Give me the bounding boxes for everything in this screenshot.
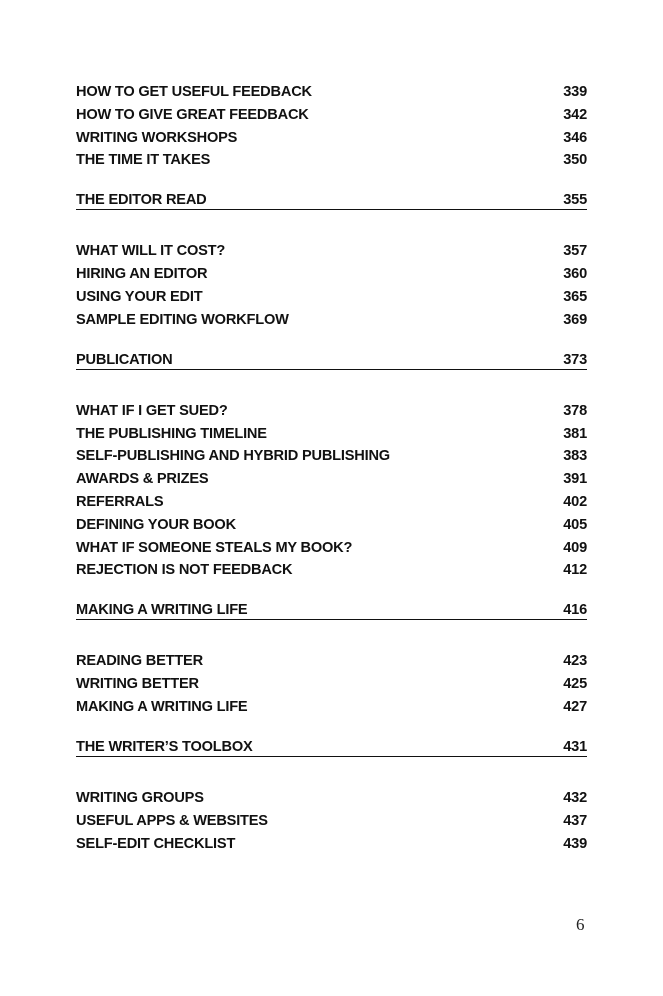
entry-page-number: 357	[563, 243, 587, 260]
section-title: THE WRITER’S TOOLBOX	[76, 739, 253, 755]
section-title: MAKING A WRITING LIFE	[76, 602, 248, 619]
entry-page-number: 409	[563, 539, 587, 556]
entry-title: REFERRALS	[76, 494, 164, 510]
entry-title: SELF-PUBLISHING AND HYBRID PUBLISHING	[76, 448, 390, 465]
entry-title: SAMPLE EDITING WORKFLOW	[76, 311, 289, 328]
entry-title: REJECTION IS NOT FEEDBACK	[76, 562, 293, 579]
entry-title: HIRING AN EDITOR	[76, 266, 208, 283]
entry-page-number: 378	[563, 402, 587, 419]
entry-title: WRITING WORKSHOPS	[76, 129, 238, 146]
toc-entry-row	[76, 539, 587, 557]
toc-entry-row	[76, 789, 587, 807]
toc-entry-row	[76, 242, 587, 260]
toc-entry-row	[76, 311, 587, 329]
entry-page-number: 425	[563, 676, 587, 693]
entry-page-number: 402	[563, 494, 587, 510]
entry-page-number: 439	[563, 835, 587, 852]
toc-entry-row	[76, 493, 587, 511]
entry-title: WHAT IF I GET SUED?	[76, 402, 228, 419]
entry-title: HOW TO GET USEFUL FEEDBACK	[76, 84, 312, 100]
section-title: THE EDITOR READ	[76, 192, 207, 209]
section-title: PUBLICATION	[76, 351, 173, 368]
entry-title: WHAT WILL IT COST?	[76, 243, 226, 260]
entry-title: HOW TO GIVE GREAT FEEDBACK	[76, 106, 309, 123]
toc-entry-row	[76, 470, 587, 488]
entry-title: READING BETTER	[76, 653, 203, 670]
toc-entry-row	[76, 129, 587, 147]
entry-page-number: 346	[563, 129, 587, 146]
entry-page-number: 423	[563, 653, 587, 670]
toc-entry-row	[76, 812, 587, 830]
toc-entry-row	[76, 83, 587, 101]
toc-entry-row	[76, 447, 587, 465]
entry-title: WRITING BETTER	[76, 676, 199, 693]
entry-page-number: 381	[563, 425, 587, 442]
entry-title: USEFUL APPS & WEBSITES	[76, 812, 268, 829]
entry-page-number: 432	[563, 790, 587, 806]
toc-entry-row	[76, 402, 587, 420]
section-page-number: 431	[563, 739, 587, 755]
entry-title: USING YOUR EDIT	[76, 289, 203, 305]
entry-page-number: 391	[563, 471, 587, 488]
entry-page-number: 365	[563, 289, 587, 305]
toc-entry-row	[76, 151, 587, 169]
toc-section-row	[76, 602, 587, 620]
section-page-number: 373	[563, 351, 587, 368]
toc-entry-row	[76, 835, 587, 853]
toc-entry-row	[76, 561, 587, 579]
entry-page-number: 412	[563, 562, 587, 579]
section-page-number: 416	[563, 602, 587, 619]
toc-section-row	[76, 192, 587, 210]
entry-page-number: 405	[563, 516, 587, 533]
entry-page-number: 360	[563, 266, 587, 283]
toc-entry-row	[76, 516, 587, 534]
toc-entry-row	[76, 675, 587, 693]
entry-page-number: 437	[563, 812, 587, 829]
entry-page-number: 427	[563, 699, 587, 715]
entry-title: MAKING A WRITING LIFE	[76, 699, 248, 715]
toc-section-row	[76, 739, 587, 757]
toc-entry-row	[76, 288, 587, 306]
entry-title: AWARDS & PRIZES	[76, 471, 209, 488]
entry-page-number: 342	[563, 106, 587, 123]
toc-entry-row	[76, 652, 587, 670]
toc-entry-row	[76, 265, 587, 283]
section-page-number: 355	[563, 192, 587, 209]
toc-entry-row	[76, 425, 587, 443]
entry-title: WRITING GROUPS	[76, 790, 204, 806]
entry-title: SELF-EDIT CHECKLIST	[76, 835, 236, 852]
entry-title: THE PUBLISHING TIMELINE	[76, 425, 267, 442]
page-number: 6	[576, 915, 585, 934]
entry-title: WHAT IF SOMEONE STEALS MY BOOK?	[76, 539, 353, 556]
entry-title: DEFINING YOUR BOOK	[76, 516, 236, 533]
entry-page-number: 339	[563, 84, 587, 100]
entry-title: THE TIME IT TAKES	[76, 152, 211, 169]
toc-section-row	[76, 352, 587, 370]
entry-page-number: 350	[563, 152, 587, 169]
entry-page-number: 383	[563, 448, 587, 465]
entry-page-number: 369	[563, 311, 587, 328]
toc-entry-row	[76, 698, 587, 716]
toc-entry-row	[76, 106, 587, 124]
